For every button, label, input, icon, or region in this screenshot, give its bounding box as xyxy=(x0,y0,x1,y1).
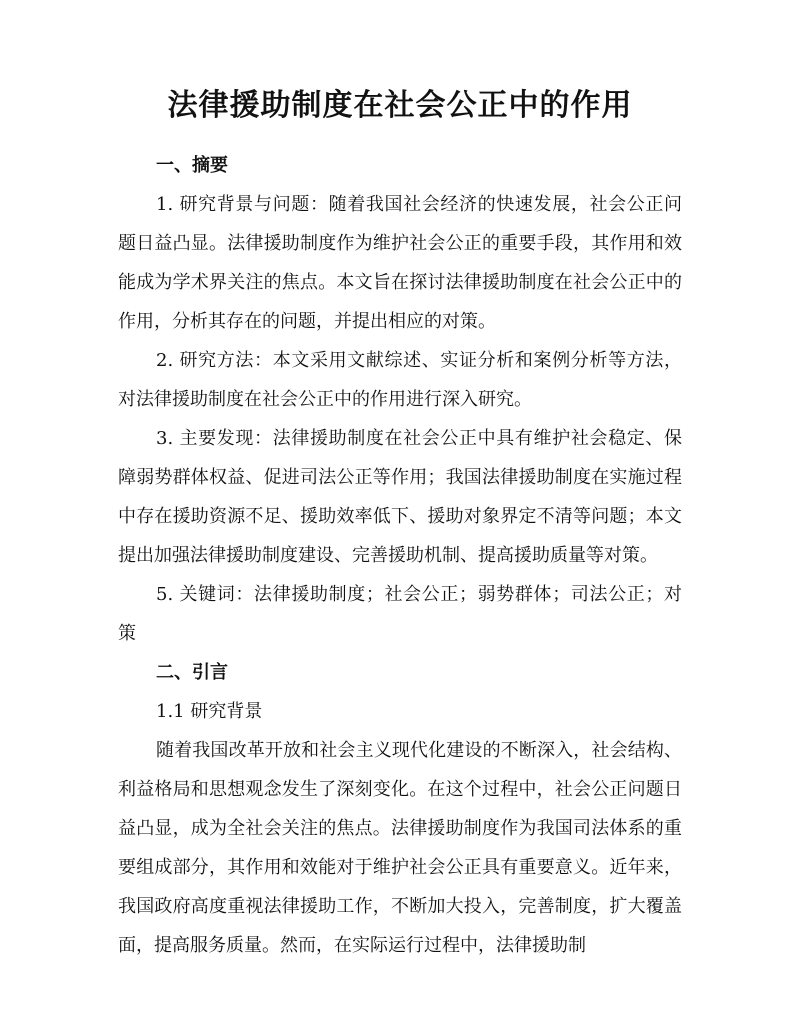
intro-paragraph: 随着我国改革开放和社会主义现代化建设的不断深入，社会结构、利益格局和思想观念发生了深刻变化。在这个过程中，社会公正问题日益凸显，成为全社会关注的焦点。法律援助制度作为我国司法体系的重要组成部分，其作用和效能对于维护社会公正具有重要意义。近年来，我国政府高度重视法律援助工作，不断加大投入，完善制度，扩大覆盖面，提高服务质量。然而，在实际运行过程中，法律援助制 xyxy=(118,740,682,956)
document-title: 法律援助制度在社会公正中的作用 xyxy=(167,88,633,123)
abstract-paragraph-findings: 3. 主要发现：法律援助制度在社会公正中具有维护社会稳定、保障弱势群体权益、促进司法公正等作用；我国法律援助制度在实施过程中存在援助资源不足、援助效率低下、援助对象界定不清等问题；本文提出加强法律援助制度建设、完善援助机制、提高援助质量等对策。 xyxy=(118,428,682,566)
abstract-paragraph-keywords: 5. 关键词：法律援助制度；社会公正；弱势群体；司法公正；对策 xyxy=(118,584,682,644)
subsection-heading-background: 1.1 研究背景 xyxy=(156,701,263,722)
abstract-paragraph-background: 1. 研究背景与问题：随着我国社会经济的快速发展，社会公正问题日益凸显。法律援助制度作为维护社会公正的重要手段，其作用和效能成为学术界关注的焦点。本文旨在探讨法律援助制度在社会公正中的作用，分析其存在的问题，并提出相应的对策。 xyxy=(118,194,682,332)
section-heading-intro: 二、引言 xyxy=(156,662,228,683)
section-heading-abstract: 一、摘要 xyxy=(156,155,228,176)
abstract-paragraph-methods: 2. 研究方法：本文采用文献综述、实证分析和案例分析等方法，对法律援助制度在社会公正中的作用进行深入研究。 xyxy=(118,350,682,410)
